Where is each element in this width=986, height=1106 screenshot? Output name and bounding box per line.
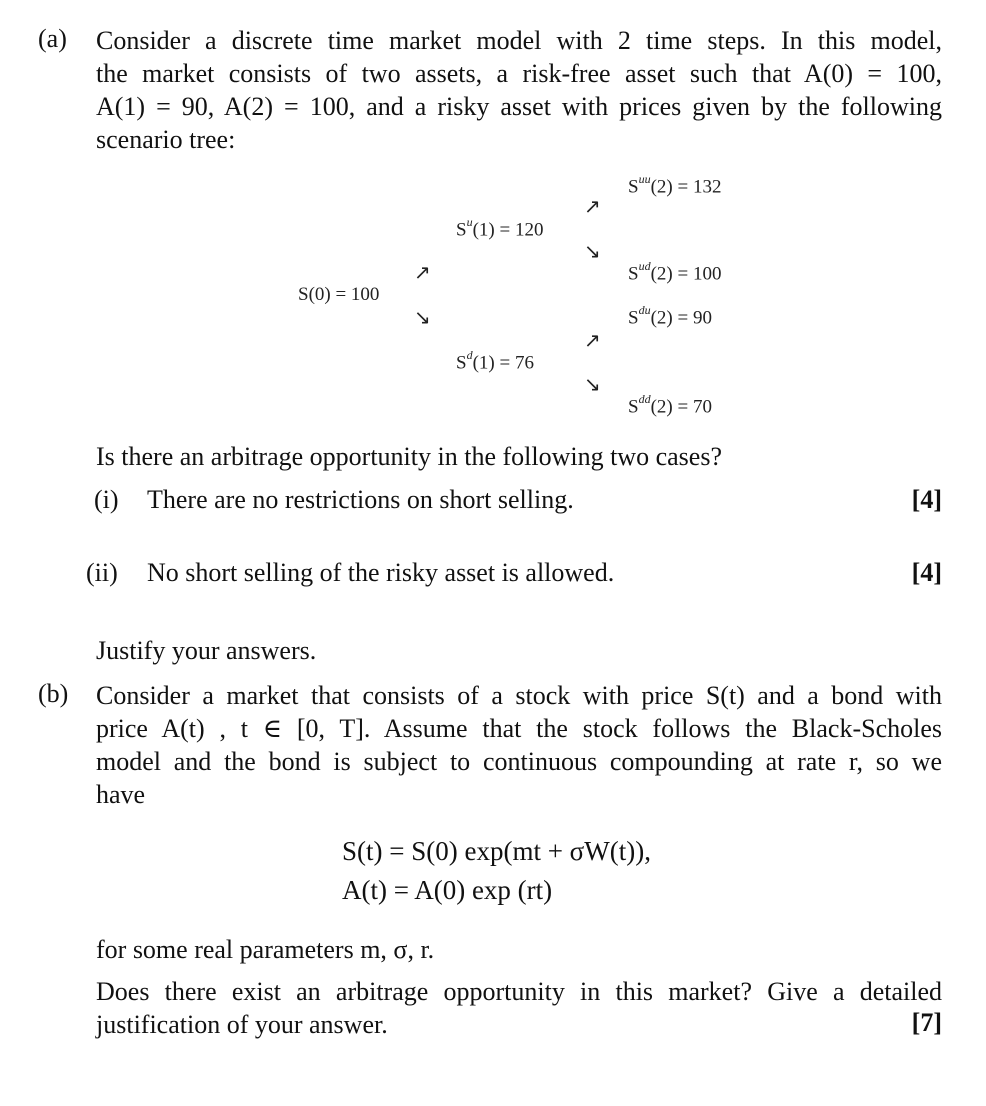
- tree-node-suu2: $S^{uu}(2) = 132$: [628, 172, 722, 198]
- equation-stock: S(t) = S(0) exp(mt + σW(t)),: [342, 836, 651, 866]
- part-a-question: Is there an arbitrage opportunity in the following two cases?: [96, 442, 722, 471]
- part-b-question-line-2: justification of your answer.: [96, 1010, 388, 1039]
- case-i-marks: [4]: [911, 485, 942, 514]
- part-b-marks: [7]: [911, 1008, 942, 1037]
- part-a-intro-line-3: A(1) = 90, A(2) = 100, and a risky asset with prices given by the following: [96, 92, 942, 121]
- case-i-label: (i): [94, 485, 119, 514]
- part-b-question: [96, 975, 942, 1041]
- tree-node-sud2: $S^{ud}(2) = 100$: [628, 259, 722, 285]
- part-a-intro-line-1: Consider a discrete time market model with 2 time steps. In this model,: [96, 26, 942, 55]
- part-a-label: (a): [38, 24, 67, 53]
- case-ii-marks: [4]: [911, 558, 942, 587]
- arrow-down-icon: ↘: [584, 239, 601, 263]
- part-b-intro-line-1: Consider a market that consists of a stock with price S(t) and a bond with: [96, 681, 942, 710]
- part-b-question-line-1: Does there exist an arbitrage opportunity in this market? Give a detailed: [96, 977, 942, 1006]
- arrow-down-icon: ↘: [414, 305, 431, 329]
- part-b-intro-line-4: have: [96, 780, 146, 809]
- part-a-intro: [96, 24, 942, 156]
- arrow-up-icon: ↗: [584, 194, 601, 218]
- part-b-label: (b): [38, 679, 69, 708]
- tree-node-sdd2: $S^{dd}(2) = 70$: [628, 392, 712, 418]
- arrow-up-icon: ↗: [584, 328, 601, 352]
- part-b-intro-line-2: price A(t) , t ∈ [0, T]. Assume that the stock follows the Black-Scholes: [96, 714, 942, 743]
- case-ii-label: (ii): [86, 558, 118, 587]
- arrow-up-icon: ↗: [414, 260, 431, 284]
- case-ii-text: No short selling of the risky asset is allowed.: [147, 558, 615, 587]
- part-a-intro-line-2: the market consists of two assets, a risk-free asset such that A(0) = 100,: [96, 59, 942, 88]
- equation-bond: A(t) = A(0) exp (rt): [342, 875, 553, 905]
- tree-node-su1: $S^u(1) = 120$: [456, 215, 544, 241]
- part-a-intro-line-4: scenario tree:: [96, 125, 236, 154]
- part-b-intro-line-3: model and the bond is subject to continuous compounding at rate r, so we: [96, 747, 942, 776]
- part-b-intro: [96, 679, 942, 811]
- tree-node-sd1: $S^d(1) = 76$: [456, 348, 534, 374]
- tree-node-s0: S(0) = 100: [298, 284, 380, 305]
- part-a-closing: Justify your answers.: [96, 636, 317, 665]
- tree-node-sdu2: $S^{du}(2) = 90$: [628, 303, 712, 329]
- case-i-text: There are no restrictions on short selling.: [147, 485, 574, 514]
- part-b-parameters: for some real parameters m, σ, r.: [96, 935, 435, 964]
- arrow-down-icon: ↘: [584, 372, 601, 396]
